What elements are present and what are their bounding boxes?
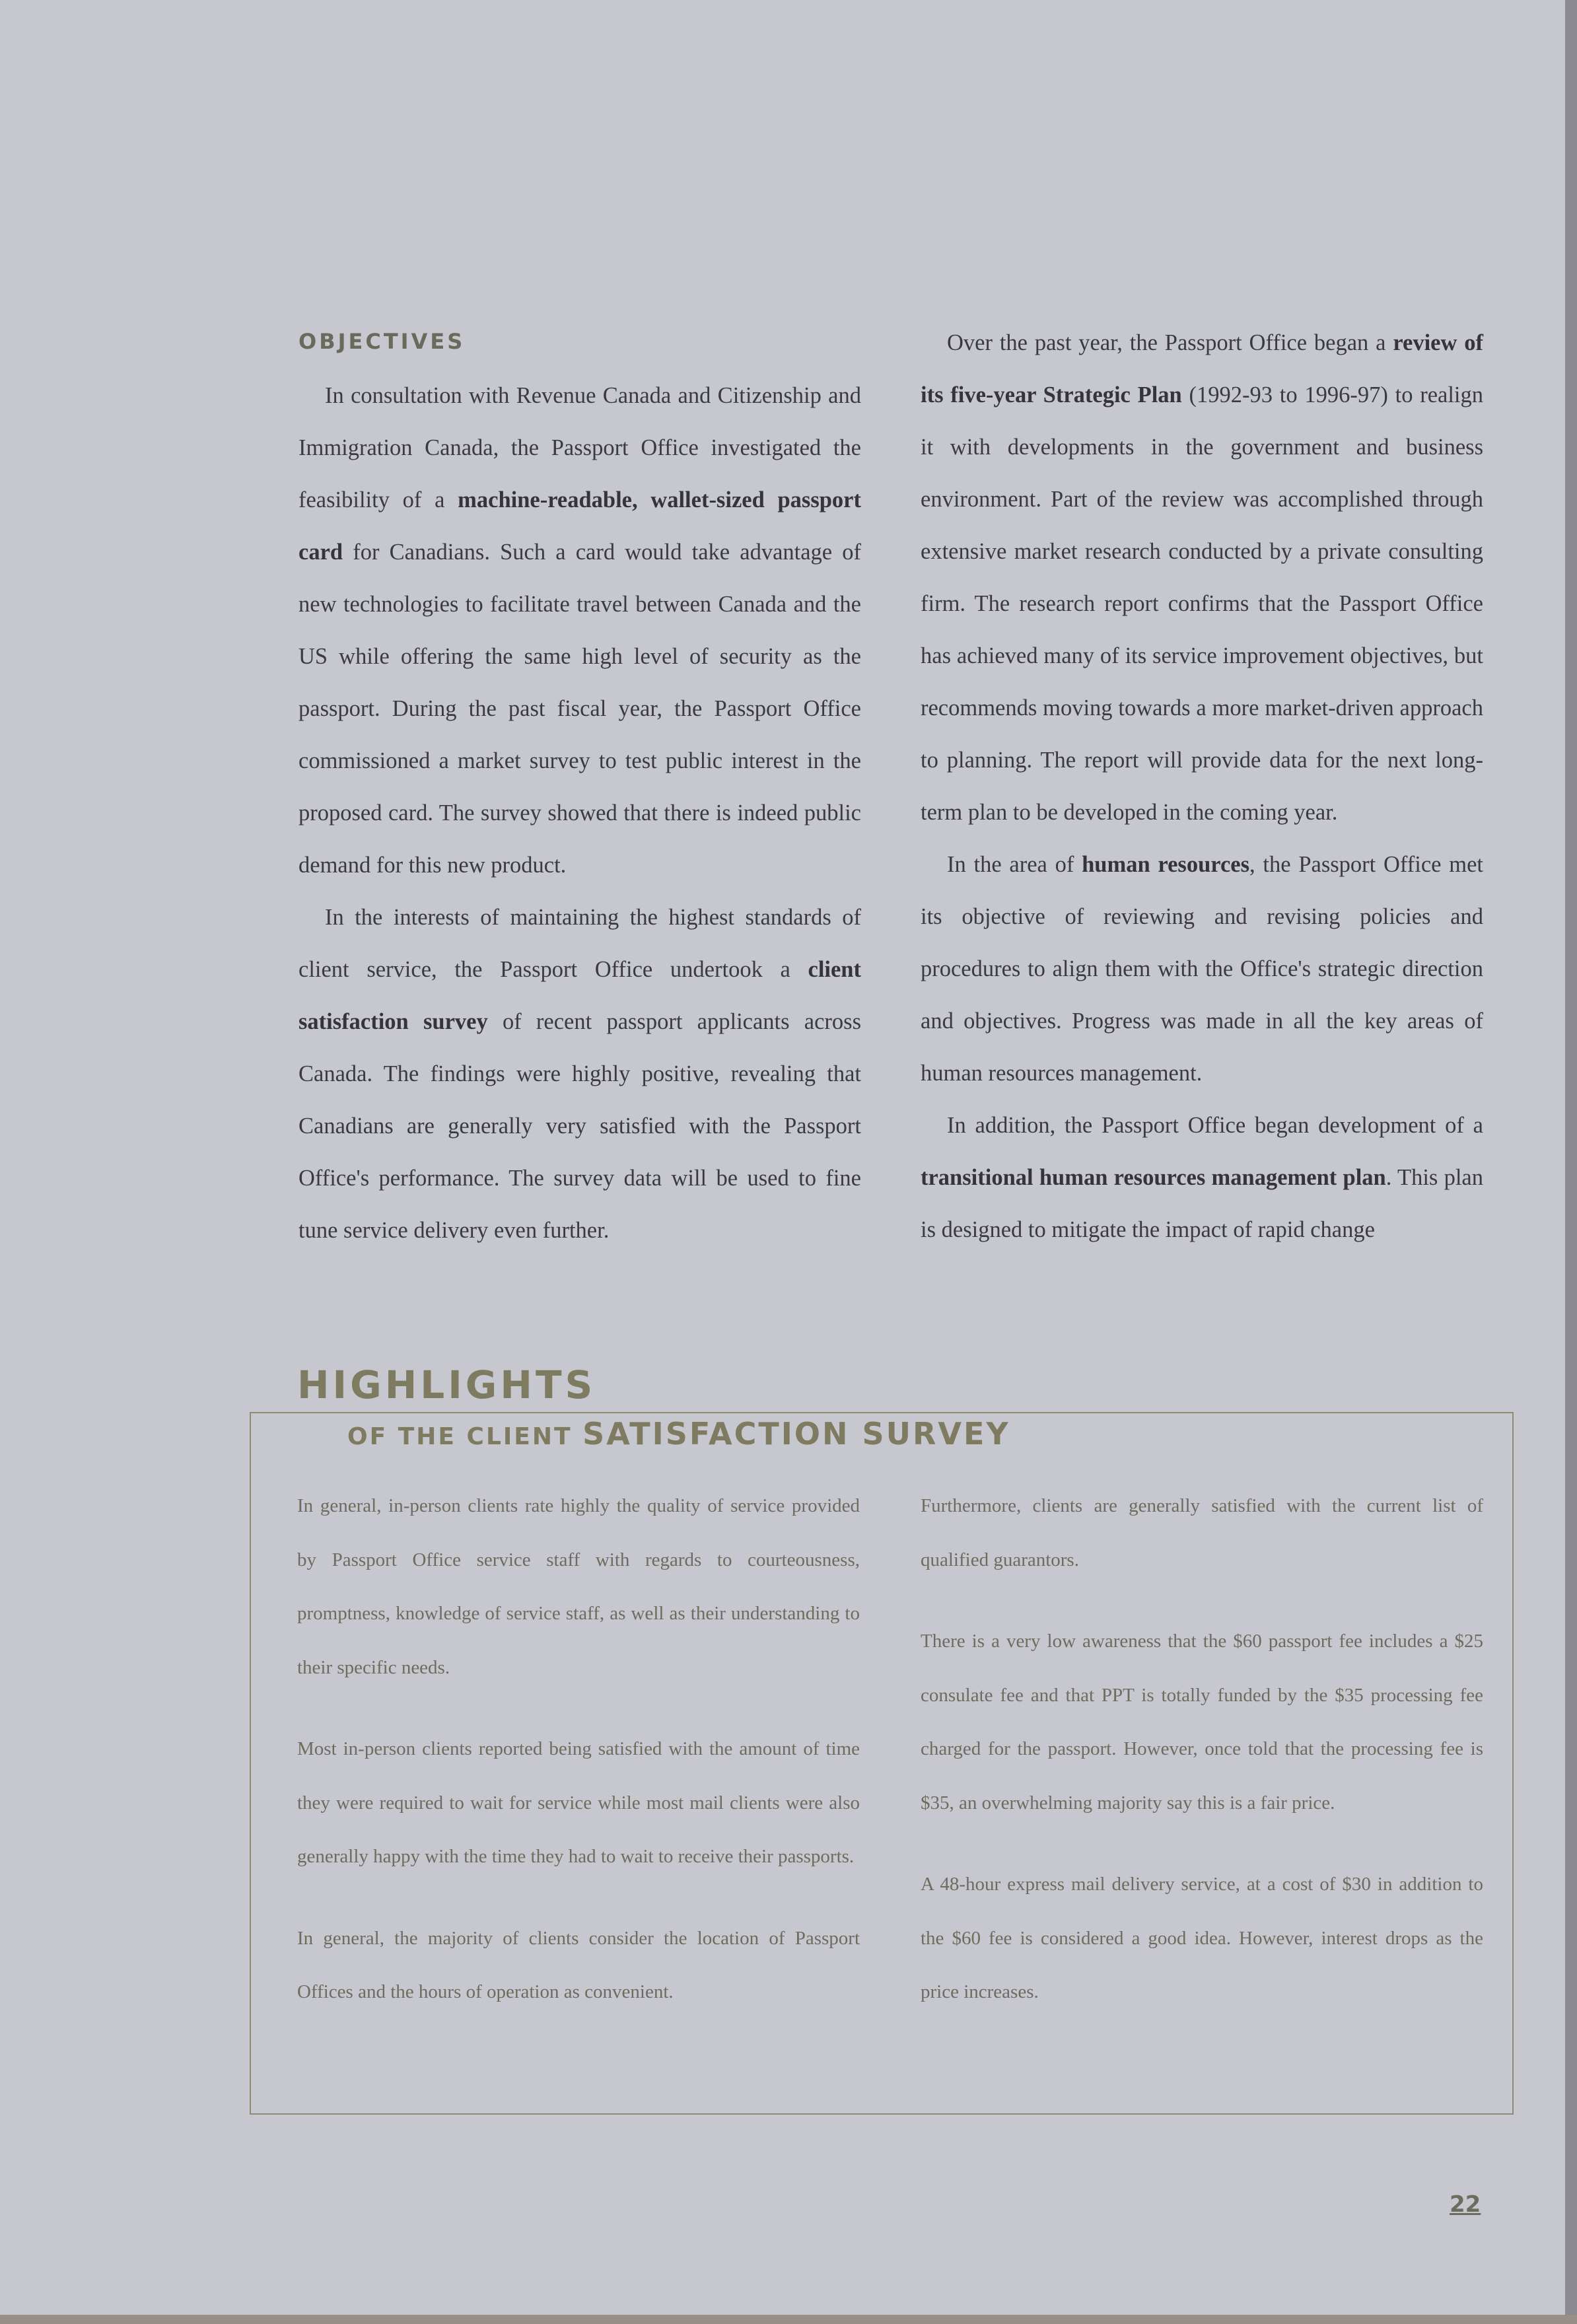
strategic-plan-term: review of its five-year Strategic Plan bbox=[921, 330, 1483, 407]
transitional-plan-paragraph: In addition, the Passport Office began development of a transitional human resources management plan. This plan is designed to mitigate the impact of rapid change bbox=[921, 1113, 1483, 1242]
highlights-title: HIGHLIGHTS bbox=[297, 1366, 601, 1404]
client-survey-paragraph: In the interests of maintaining the highest standards of client service, the Passport Office undertook a client satisfaction survey of recent passport applicants across Canada. The findings were highly positive, revealing that Canadians are generally very satisfied with the Passport Office's performance. The survey data will be used to fine tune service delivery even further. bbox=[298, 905, 861, 1243]
highlight-item: Most in-person clients reported being satisfied with the amount of time they were required to wait for service while most mail clients were also generally happy with the time they had to wait to receive their passports. bbox=[297, 1738, 860, 1867]
subtitle-main: SATISFACTION SURVEY bbox=[582, 1416, 1010, 1452]
objectives-left-column bbox=[298, 370, 861, 1257]
highlight-item: Furthermore, clients are generally satisfied with the current list of qualified guarantors. bbox=[921, 1495, 1483, 1570]
human-resources-term: human resources bbox=[1082, 852, 1250, 877]
strategic-plan-paragraph: Over the past year, the Passport Office began a review of its five-year Strategic Plan (1992-93 to 1996-97) to realign it with developments in the government and business environment. Part of the review was accomplished through extensive market research conducted by a private consulting firm. The research report confirms that the Passport Office has achieved many of its service improvement objectives, but recommends moving towards a more market-driven approach to planning. The report will provide data for the next long-term plan to be developed in the coming year. bbox=[921, 330, 1483, 825]
highlight-item: In general, in-person clients rate highly the quality of service provided by Passport Office service staff with regards to courteousness, promptness, knowledge of service staff, as well as their understanding to their specific needs. bbox=[297, 1495, 860, 1678]
highlight-item: A 48-hour express mail delivery service, at a cost of $30 in addition to the $60 fee is considered a good idea. However, interest drops as the price increases. bbox=[921, 1874, 1483, 2002]
objectives-right-column bbox=[921, 317, 1483, 1256]
client-survey-term: client satisfaction survey bbox=[298, 957, 861, 1034]
highlights-left-column bbox=[297, 1479, 860, 2047]
passport-card-term: machine-readable, wallet-sized passport card bbox=[298, 487, 861, 565]
page-number: 22 bbox=[1450, 2191, 1481, 2218]
highlight-item: There is a very low awareness that the $60 passport fee includes a $25 consulate fee and that PPT is totally funded by the $35 processing fee charged for the passport. However, once told that the processing fee is $35, an overwhelming majority say this is a fair price. bbox=[921, 1631, 1483, 1813]
page-edge-shadow bbox=[1565, 0, 1577, 2324]
human-resources-paragraph: In the area of human resources, the Passport Office met its objective of reviewing and revising policies and procedures to align them with the Office's strategic direction and objectives. Progress was made in all the key areas of human resources management. bbox=[921, 852, 1483, 1086]
objectives-heading: OBJECTIVES bbox=[298, 329, 466, 354]
highlight-item: In general, the majority of clients consider the location of Passport Offices and the hours of operation as convenient. bbox=[297, 1927, 860, 2002]
passport-card-paragraph: In consultation with Revenue Canada and Citizenship and Immigration Canada, the Passport Office investigated the feasibility of a machine-readable, wallet-sized passport card for Canadians. Such a card would take advantage of new technologies to facilitate travel between Canada and the US while offering the same high level of security as the passport. During the past fiscal year, the Passport Office commissioned a market survey to test public interest in the proposed card. The survey showed that there is indeed public demand for this new product. bbox=[298, 383, 861, 878]
page-bottom-edge bbox=[0, 2315, 1577, 2324]
subtitle-prefix: OF THE CLIENT bbox=[347, 1423, 583, 1450]
highlights-right-column bbox=[921, 1479, 1483, 2047]
transitional-plan-term: transitional human resources management plan bbox=[921, 1165, 1386, 1190]
highlights-subtitle bbox=[347, 1416, 1010, 1452]
